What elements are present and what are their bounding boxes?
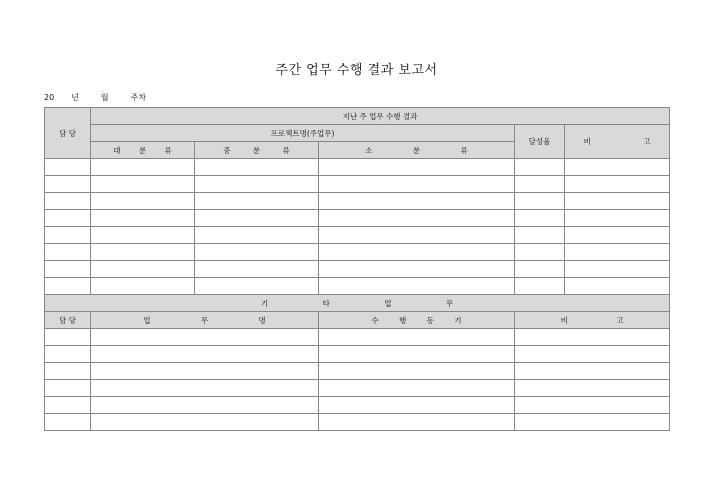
- table-row: [45, 176, 670, 193]
- owner-header: 담 당: [45, 108, 91, 159]
- report-title: 주간 업무 수행 결과 보고서: [275, 63, 438, 78]
- table-cell[interactable]: [195, 176, 319, 193]
- table-cell[interactable]: [195, 261, 319, 278]
- table-cell[interactable]: [565, 261, 670, 278]
- table-cell[interactable]: [319, 159, 515, 176]
- table-row: [45, 159, 670, 176]
- month-unit: 월: [100, 93, 109, 102]
- table-cell[interactable]: [91, 414, 319, 431]
- table-cell[interactable]: [45, 159, 91, 176]
- table-cell[interactable]: [319, 244, 515, 261]
- table-cell[interactable]: [515, 193, 565, 210]
- table-cell[interactable]: [515, 210, 565, 227]
- table-cell[interactable]: [91, 397, 319, 414]
- table-cell[interactable]: [515, 329, 670, 346]
- table-cell[interactable]: [45, 363, 91, 380]
- achievement-header: 달성율: [515, 125, 565, 159]
- project-header: 프로젝트명(주업무): [91, 125, 515, 142]
- other-tasks-section-row: [45, 295, 670, 312]
- table-cell[interactable]: [565, 244, 670, 261]
- table-cell[interactable]: [515, 159, 565, 176]
- week-unit: 주차: [130, 93, 147, 102]
- table-row: [45, 244, 670, 261]
- other-tasks-header-row: [45, 312, 670, 329]
- table-cell[interactable]: [195, 278, 319, 295]
- section-header: 지난 주 업무 수행 결과: [91, 108, 670, 125]
- table-cell[interactable]: [45, 261, 91, 278]
- date-line: [44, 92, 146, 103]
- table-cell[interactable]: [45, 210, 91, 227]
- table-cell[interactable]: [319, 346, 515, 363]
- table-cell[interactable]: [91, 329, 319, 346]
- remarks-header: 비 고: [565, 125, 670, 159]
- table-cell[interactable]: [91, 380, 319, 397]
- table-cell[interactable]: [515, 346, 670, 363]
- minor-category-header: 소 분 류: [319, 142, 515, 159]
- table-cell[interactable]: [45, 244, 91, 261]
- table-cell[interactable]: [45, 227, 91, 244]
- table-row: [45, 414, 670, 431]
- table-cell[interactable]: [45, 346, 91, 363]
- major-category-header: 대 분 류: [91, 142, 195, 159]
- other-tasks-header: 기 타 업 무: [45, 295, 670, 312]
- table-cell[interactable]: [319, 397, 515, 414]
- motivation-header: 수 행 동 기: [319, 312, 515, 329]
- table-cell[interactable]: [45, 329, 91, 346]
- table-cell[interactable]: [195, 210, 319, 227]
- table-cell[interactable]: [515, 278, 565, 295]
- table-cell[interactable]: [565, 176, 670, 193]
- header-row-section: [45, 108, 670, 125]
- table-cell[interactable]: [91, 210, 195, 227]
- table-cell[interactable]: [515, 244, 565, 261]
- table-row: [45, 193, 670, 210]
- table-cell[interactable]: [45, 278, 91, 295]
- table-row: [45, 380, 670, 397]
- table-cell[interactable]: [91, 261, 195, 278]
- table-row: [45, 261, 670, 278]
- table-cell[interactable]: [515, 397, 670, 414]
- table-cell[interactable]: [91, 193, 195, 210]
- year-unit: 년: [71, 93, 79, 102]
- table-cell[interactable]: [565, 193, 670, 210]
- header-row-project: [45, 125, 670, 142]
- table-cell[interactable]: [515, 363, 670, 380]
- table-cell[interactable]: [195, 159, 319, 176]
- table-cell[interactable]: [565, 159, 670, 176]
- report-table: [44, 107, 670, 431]
- table-cell[interactable]: [319, 329, 515, 346]
- table-cell[interactable]: [91, 363, 319, 380]
- table-row: [45, 346, 670, 363]
- table-row: [45, 363, 670, 380]
- table-cell[interactable]: [515, 414, 670, 431]
- table-cell[interactable]: [45, 193, 91, 210]
- remarks-header-2: 비 고: [515, 312, 670, 329]
- table-cell[interactable]: [91, 278, 195, 295]
- table-cell[interactable]: [195, 227, 319, 244]
- table-row: [45, 210, 670, 227]
- table-cell[interactable]: [45, 414, 91, 431]
- table-row: [45, 329, 670, 346]
- table-cell[interactable]: [45, 380, 91, 397]
- table-cell[interactable]: [91, 227, 195, 244]
- table-cell[interactable]: [91, 159, 195, 176]
- table-row: [45, 397, 670, 414]
- table-row: [45, 278, 670, 295]
- table-cell[interactable]: [515, 380, 670, 397]
- table-cell[interactable]: [565, 210, 670, 227]
- year-prefix: 20: [44, 93, 55, 102]
- table-cell[interactable]: [319, 176, 515, 193]
- table-cell[interactable]: [319, 363, 515, 380]
- table-cell[interactable]: [45, 176, 91, 193]
- table-cell[interactable]: [515, 227, 565, 244]
- table-cell[interactable]: [195, 244, 319, 261]
- table-row: [45, 227, 670, 244]
- table-cell[interactable]: [319, 210, 515, 227]
- table-cell[interactable]: [319, 193, 515, 210]
- task-name-header: 업 무 명: [91, 312, 319, 329]
- table-cell[interactable]: [565, 227, 670, 244]
- table-cell[interactable]: [45, 397, 91, 414]
- middle-category-header: 중 분 류: [195, 142, 319, 159]
- table-cell[interactable]: [195, 193, 319, 210]
- table-cell[interactable]: [91, 346, 319, 363]
- table-cell[interactable]: [319, 414, 515, 431]
- table-cell[interactable]: [319, 261, 515, 278]
- table-cell[interactable]: [515, 261, 565, 278]
- table-cell[interactable]: [319, 227, 515, 244]
- owner-header-2: 담 당: [45, 312, 91, 329]
- table-cell[interactable]: [91, 176, 195, 193]
- table-cell[interactable]: [319, 380, 515, 397]
- table-cell[interactable]: [319, 278, 515, 295]
- table-cell[interactable]: [91, 244, 195, 261]
- table-cell[interactable]: [515, 176, 565, 193]
- table-cell[interactable]: [565, 278, 670, 295]
